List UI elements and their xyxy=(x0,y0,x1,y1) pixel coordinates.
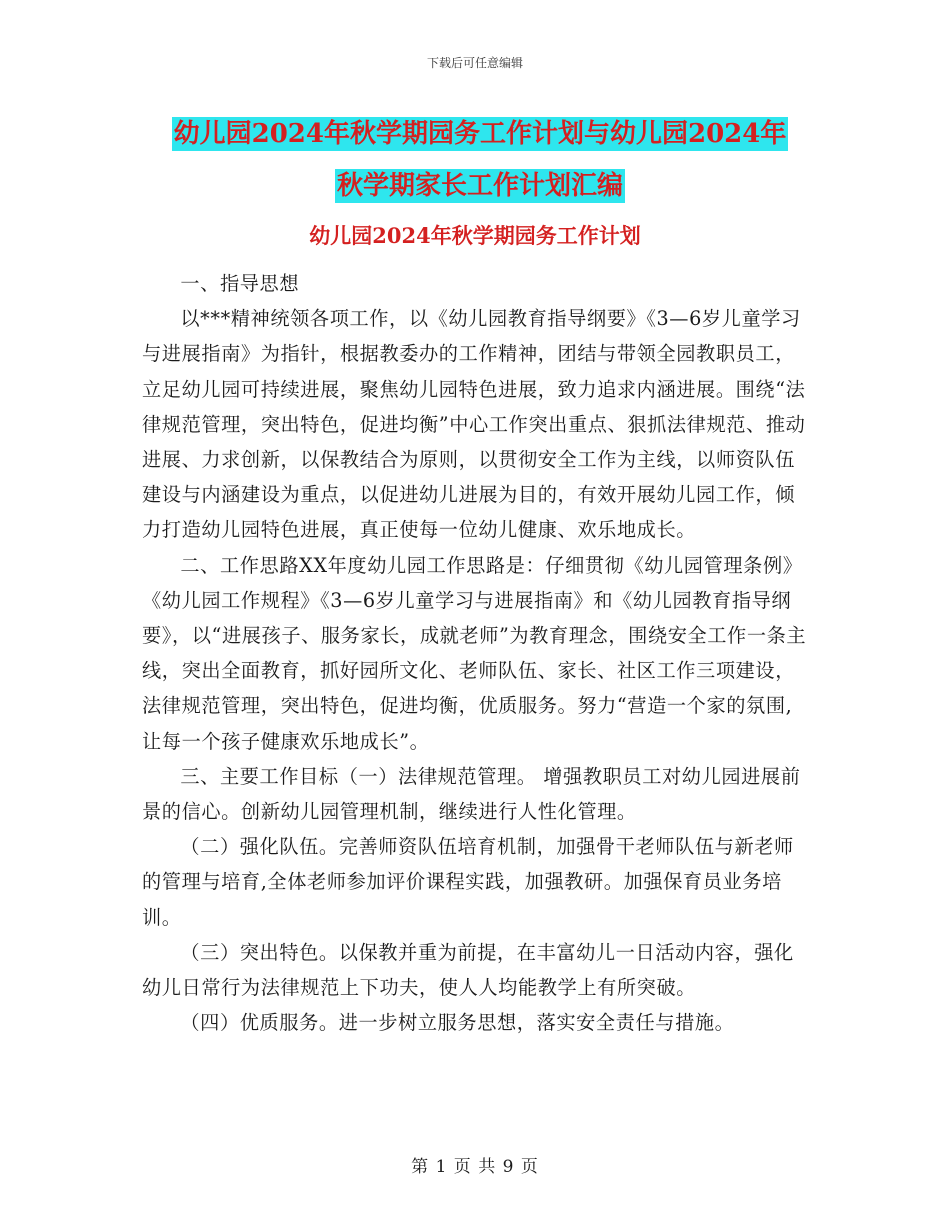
paragraph: 以***精神统领各项工作，以《幼儿园教育指导纲要》《3—6岁儿童学习与进展指南》为指针，根据教委办的工作精神，团结与带领全园教职员工，立足幼儿园可持续进展，聚焦幼儿园特色进展，致力追求内涵进展。围绕“法律规范管理，突出特色，促进均衡”中心工作突出重点、狠抓法律规范、推动进展、力求创新，以保教结合为原则，以贯彻安全工作为主线，以师资队伍建设与内涵建设为重点，以促进幼儿进展为目的，有效开展幼儿园工作，倾力打造幼儿园特色进展，真正使每一位幼儿健康、欢乐地成长。 xyxy=(142,307,806,542)
paragraph: 二、工作思路XX年度幼儿园工作思路是：仔细贯彻《幼儿园管理条例》《幼儿园工作规程》《3—6岁儿童学习与进展指南》和《幼儿园教育指导纲要》，以“进展孩子、服务家长，成就老师”为教育理念，围绕安全工作一条主线，突出全面教育，抓好园所文化、老师队伍、家长、社区工作三项建设，法律规范管理，突出特色，促进均衡，优质服务。努力“营造一个家的氛围,让每一个孩子健康欢乐地成长”。 xyxy=(142,553,807,753)
paragraph: （四）优质服务。进一步树立服务思想，落实安全责任与措施。 xyxy=(180,1011,735,1035)
title-line-2: 秋学期家长工作计划汇编 xyxy=(336,171,623,201)
page-number: 第 1 页 共 9 页 xyxy=(411,1157,539,1177)
section-title: 幼儿园2024年秋学期园务工作计划 xyxy=(309,223,641,248)
paragraph: （三）突出特色。以保教并重为前提，在丰富幼儿一日活动内容，强化幼儿日常行为法律规范上下功夫，使人人均能教学上有所突破。 xyxy=(142,940,794,1000)
paragraph: （二）强化队伍。完善师资队伍培育机制，加强骨干老师队伍与新老师的管理与培育,全体老师参加评价课程实践，加强教研。加强保育员业务培训。 xyxy=(142,835,794,929)
title-line-1: 幼儿园2024年秋学期园务工作计划与幼儿园2024年 xyxy=(173,119,787,149)
body-text xyxy=(142,266,808,1040)
paragraph: 三、主要工作目标（一）法律规范管理。 增强教职员工对幼儿园进展前景的信心。创新幼儿园管理机制，继续进行人性化管理。 xyxy=(142,764,801,824)
header-note: 下载后可任意编辑 xyxy=(426,56,523,70)
document-title xyxy=(130,108,830,212)
paragraph-heading: 一、指导思想 xyxy=(180,272,300,295)
